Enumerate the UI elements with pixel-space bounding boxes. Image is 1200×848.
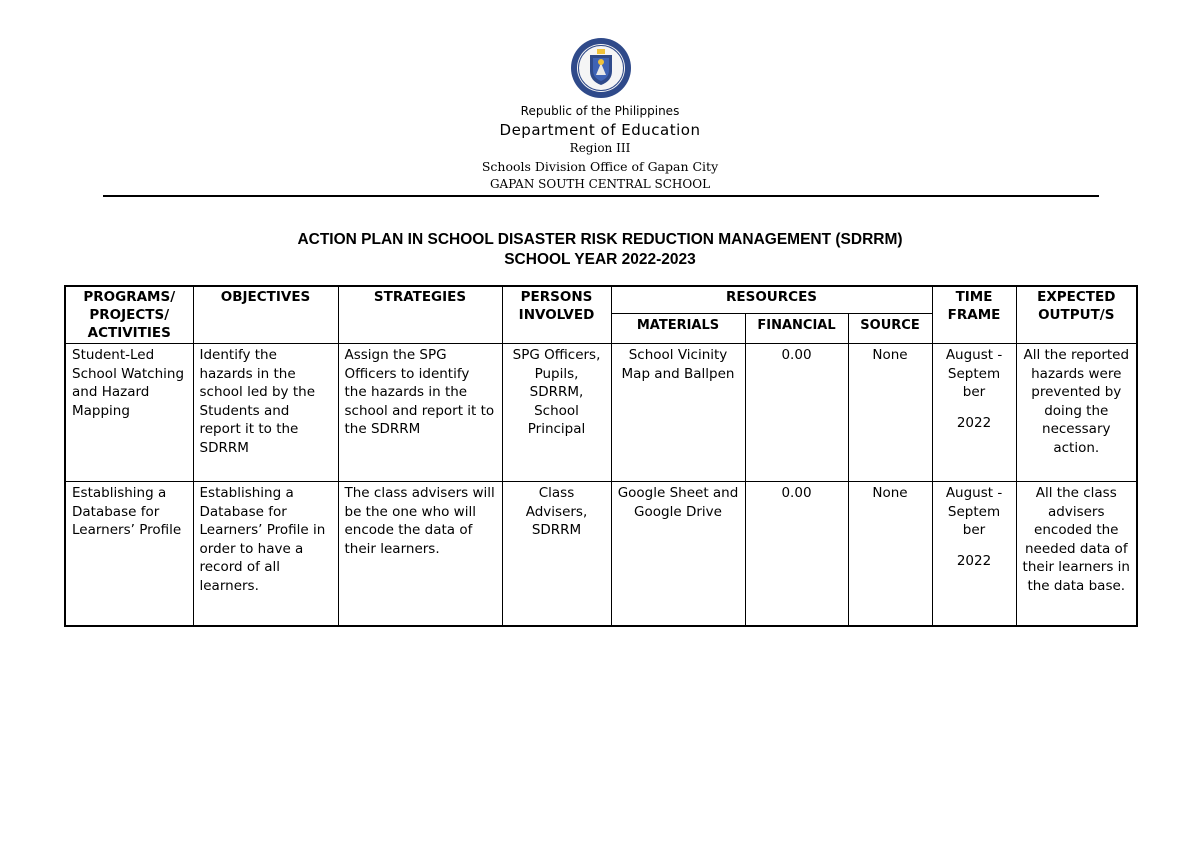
persons-cell: SPG Officers, Pupils, SDRRM, School Principal [502, 344, 611, 482]
expected-output-cell: All the reported hazards were prevented by doing the necessary action. [1016, 344, 1137, 482]
republic-line: Republic of the Philippines [520, 104, 680, 118]
strategy-cell: The class advisers will be the one who will encode the data of their learners. [338, 482, 502, 627]
table-row [65, 344, 1137, 482]
col-header-resources: RESOURCES [611, 286, 932, 314]
program-cell: Establishing a Database for Learners’ Profile [65, 482, 193, 627]
program-cell: Student-Led School Watching and Hazard Mapping [65, 344, 193, 482]
source-cell: None [848, 482, 932, 627]
deped-seal-logo [570, 37, 632, 99]
financial-cell: 0.00 [745, 482, 848, 627]
time-frame-cell: August - Septem ber 2022 [932, 344, 1016, 482]
division-line: Schools Division Office of Gapan City [481, 159, 719, 174]
time-frame-cell: August - Septem ber 2022 [932, 482, 1016, 627]
col-header-objectives: OBJECTIVES [193, 286, 338, 344]
col-header-materials: MATERIALS [611, 314, 745, 344]
col-header-persons: PERSONS INVOLVED [502, 286, 611, 344]
region-line: Region III [569, 141, 631, 155]
financial-cell: 0.00 [745, 344, 848, 482]
header-divider [103, 195, 1099, 197]
table-row [65, 482, 1137, 627]
objective-cell: Establishing a Database for Learners’ Profile in order to have a record of all learners. [193, 482, 338, 627]
col-header-programs: PROGRAMS/ PROJECTS/ ACTIVITIES [65, 286, 193, 344]
col-header-strategies: STRATEGIES [338, 286, 502, 344]
document-title: ACTION PLAN IN SCHOOL DISASTER RISK REDUCTION MANAGEMENT (SDRRM) [297, 231, 903, 248]
header-row [65, 286, 1137, 314]
source-cell: None [848, 344, 932, 482]
col-header-source: SOURCE [848, 314, 932, 344]
col-header-time-frame: TIME FRAME [932, 286, 1016, 344]
materials-cell: School Vicinity Map and Ballpen [611, 344, 745, 482]
materials-cell: Google Sheet and Google Drive [611, 482, 745, 627]
expected-output-cell: All the class advisers encoded the needed data of their learners in the data base. [1016, 482, 1137, 627]
school-name: GAPAN SOUTH CENTRAL SCHOOL [489, 177, 711, 191]
action-plan-table [64, 285, 1138, 627]
department-name: Department of Education [499, 121, 701, 139]
school-year-title: SCHOOL YEAR 2022-2023 [504, 251, 696, 268]
strategy-cell: Assign the SPG Officers to identify the hazards in the school and report it to the SDRRM [338, 344, 502, 482]
col-header-financial: FINANCIAL [745, 314, 848, 344]
persons-cell: Class Advisers, SDRRM [502, 482, 611, 627]
objective-cell: Identify the hazards in the school led by the Students and report it to the SDRRM [193, 344, 338, 482]
col-header-expected-output: EXPECTED OUTPUT/S [1016, 286, 1137, 344]
